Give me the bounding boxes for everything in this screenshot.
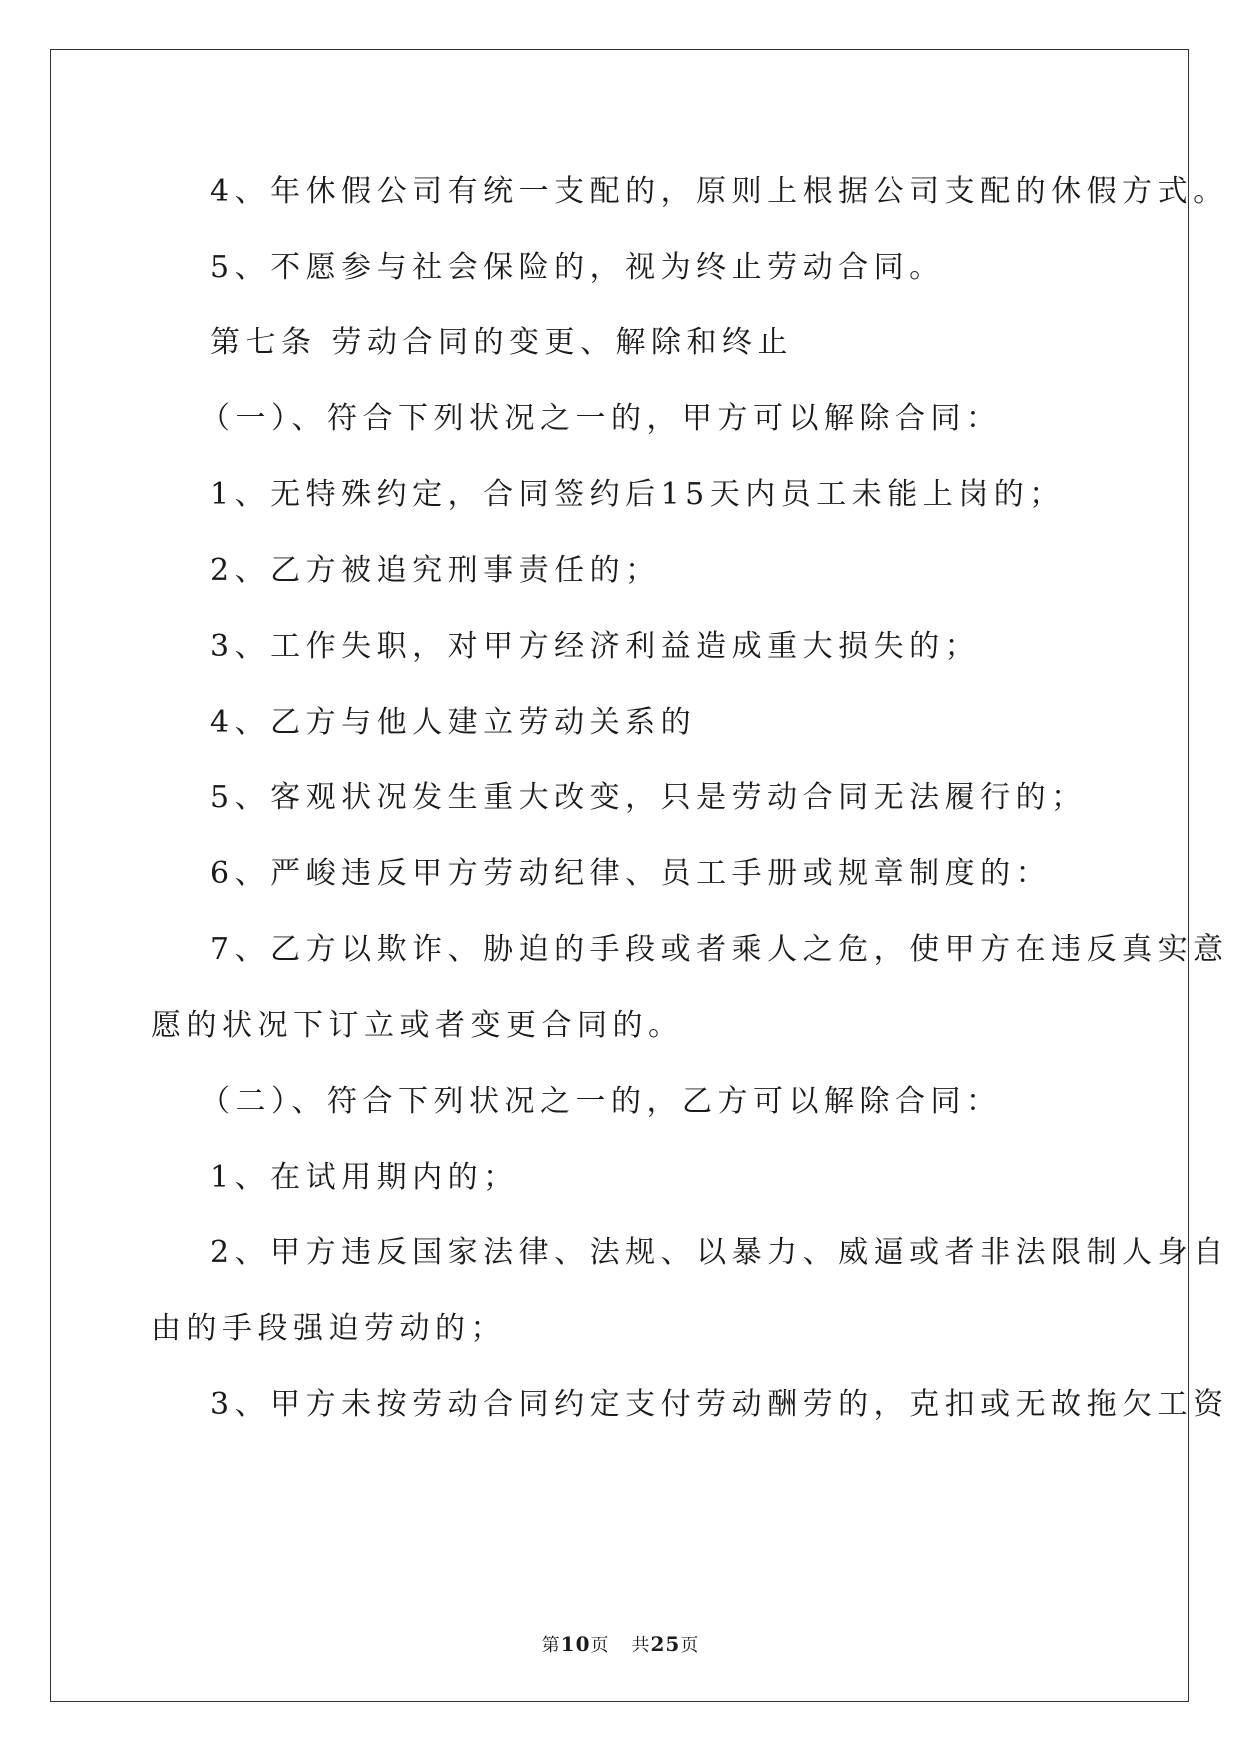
- paragraph-line: 2、乙方被追究刑事责任的；: [210, 553, 661, 588]
- current-page-number: 10: [560, 1632, 591, 1656]
- paragraph-line: 愿的状况下订立或者变更合同的。: [151, 1008, 684, 1043]
- total-page-number: 25: [650, 1632, 681, 1656]
- paragraph-line: 4、乙方与他人建立劳动关系的: [210, 705, 697, 740]
- total-suffix: 页: [680, 1635, 700, 1656]
- page-prefix: 第: [541, 1635, 561, 1656]
- paragraph-line: 5、不愿参与社会保险的，视为终止劳动合同。: [210, 250, 945, 285]
- paragraph-line: 由的手段强迫劳动的；: [151, 1311, 506, 1346]
- paragraph-line: 2、甲方违反国家法律、法规、以暴力、威逼或者非法限制人身自: [210, 1235, 1229, 1270]
- paragraph-line: 5、客观状况发生重大改变，只是劳动合同无法履行的；: [210, 780, 1087, 815]
- paragraph-line: 1、在试用期内的；: [210, 1160, 519, 1195]
- subsection-heading: （一）、符合下列状况之一的，甲方可以解除合同：: [200, 401, 1002, 436]
- page-suffix: 页: [590, 1635, 610, 1656]
- paragraph-line: 4、年休假公司有统一支配的，原则上根据公司支配的休假方式。: [210, 174, 1229, 209]
- total-prefix: 共: [631, 1635, 651, 1656]
- section-heading: 第七条 劳动合同的变更、解除和终止: [210, 325, 794, 360]
- paragraph-line: 3、甲方未按劳动合同约定支付劳动酬劳的，克扣或无故拖欠工资: [210, 1387, 1229, 1422]
- subsection-heading: （二）、符合下列状况之一的，乙方可以解除合同：: [200, 1084, 1002, 1119]
- paragraph-line: 3、工作失职，对甲方经济利益造成重大损失的；: [210, 629, 981, 664]
- paragraph-line: 7、乙方以欺诈、胁迫的手段或者乘人之危，使甲方在违反真实意: [210, 932, 1229, 967]
- paragraph-line: 6、严峻违反甲方劳动纪律、员工手册或规章制度的：: [210, 856, 1052, 891]
- page-footer: [0, 1632, 1241, 1658]
- paragraph-line: 1、无特殊约定，合同签约后15天内员工未能上岗的；: [210, 477, 1065, 512]
